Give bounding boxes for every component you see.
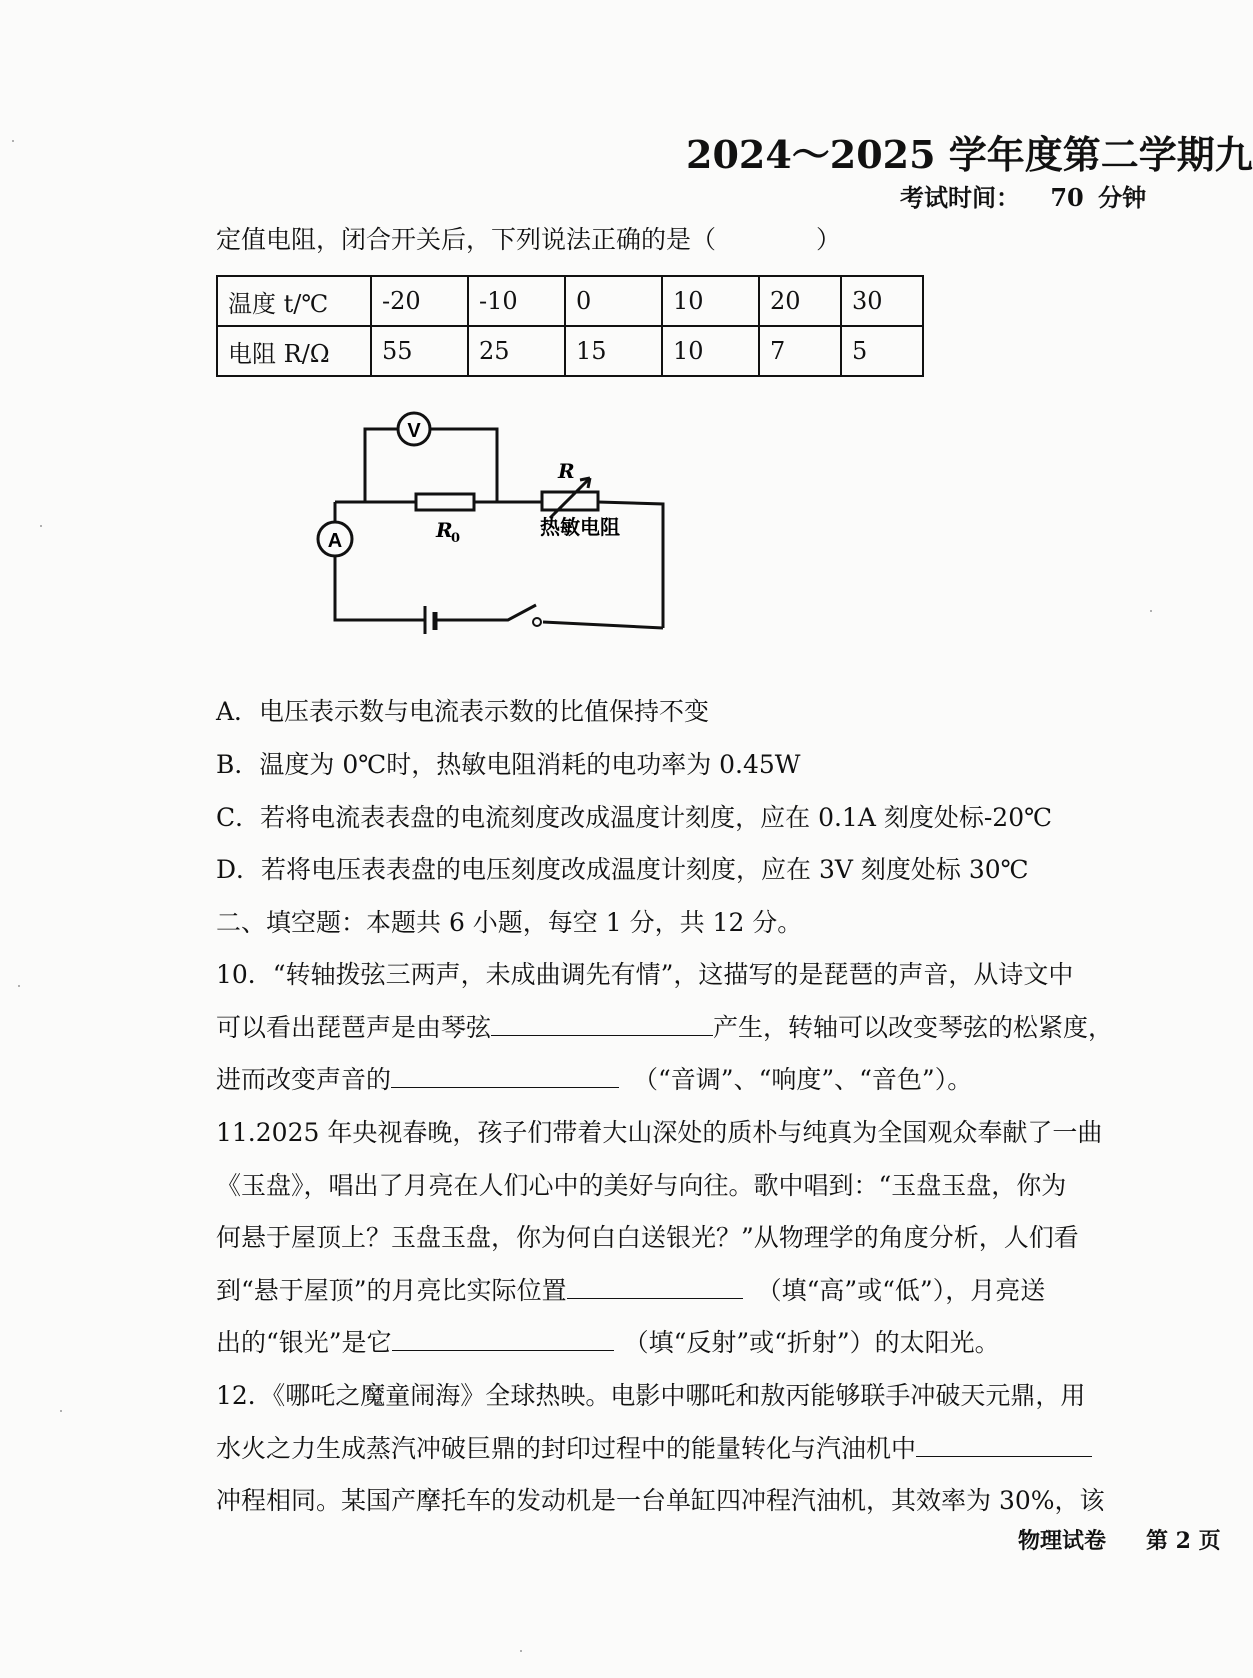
footer-subject: 物理试卷 <box>1018 1528 1107 1554</box>
table-cell: 30 <box>841 276 923 326</box>
q12-line1: 12．《哪吒之魔童闹海》全球热映。电影中哪吒和敖丙能够联手冲破天元鼎，用 <box>216 1381 1086 1410</box>
r0-subscript: 0 <box>451 531 461 546</box>
table-cell: 7 <box>759 326 841 376</box>
circuit-wire <box>365 429 398 502</box>
scan-speck <box>60 1410 62 1412</box>
fixed-resistor-icon <box>416 494 474 546</box>
option-b: B．温度为 0℃时，热敏电阻消耗的电功率为 0.45W <box>216 750 801 779</box>
exam-time-unit: 分钟 <box>1098 183 1147 212</box>
exam-title: 2024～2025 学年度第二学期九 <box>686 132 1253 177</box>
q11-line3: 何悬于屋顶上？玉盘玉盘，你为何白白送银光？”从物理学的角度分析，人们看 <box>216 1223 1079 1252</box>
q11-line1: 11.2025 年央视春晚，孩子们带着大山深处的质朴与纯真为全国观众奉献了一曲 <box>216 1118 1103 1147</box>
exam-time-label: 考试时间： <box>900 183 1020 212</box>
table-row <box>217 276 923 326</box>
answer-blank[interactable] <box>391 1065 619 1088</box>
table-row <box>217 326 923 376</box>
table-cell: 25 <box>468 326 565 376</box>
section-heading: 二、填空题：本题共 6 小题，每空 1 分，共 12 分。 <box>216 908 803 937</box>
q11-line4 <box>216 1271 1045 1307</box>
circuit-wire <box>430 429 497 502</box>
circuit-wire <box>543 622 663 628</box>
q11-line5 <box>216 1323 1000 1359</box>
scan-speck <box>40 525 42 527</box>
q11-text: （填“高”或“低”），月亮送 <box>756 1276 1046 1305</box>
voltmeter-symbol: V <box>407 420 421 442</box>
q11-line2: 《玉盘》，唱出了月亮在人们心中的美好与向往。歌中唱到：“玉盘玉盘，你为 <box>216 1171 1067 1200</box>
table-cell: 5 <box>841 326 923 376</box>
footer-page: 第 2 页 <box>1146 1528 1221 1554</box>
q10-text: （“音调”、“响度”、“音色”）。 <box>633 1065 973 1094</box>
answer-blank[interactable] <box>392 1328 614 1351</box>
table-cell: 20 <box>759 276 841 326</box>
option-d: D．若将电压表表盘的电压刻度改成温度计刻度，应在 3V 刻度处标 30℃ <box>216 855 1029 884</box>
option-a: A．电压表示数与电流表示数的比值保持不变 <box>216 697 710 726</box>
table-cell: 15 <box>565 326 662 376</box>
table-cell: 55 <box>371 326 468 376</box>
table-cell: -20 <box>371 276 468 326</box>
switch-icon <box>533 618 541 626</box>
table-cell: 10 <box>662 276 759 326</box>
q11-text: 到“悬于屋顶”的月亮比实际位置 <box>216 1276 567 1305</box>
circuit-diagram <box>240 400 680 700</box>
q10-text: 可以看出琵琶声是由琴弦 <box>216 1013 492 1042</box>
exam-time-value: 70 <box>1050 183 1084 212</box>
battery-icon <box>425 606 435 634</box>
table-cell: 10 <box>662 326 759 376</box>
ammeter-symbol: A <box>327 530 343 552</box>
circuit-wire <box>335 557 424 620</box>
q11-text: （填“反射”或“折射”）的太阳光。 <box>623 1328 1000 1357</box>
q12-text: 水火之力生成蒸汽冲破巨鼎的封印过程中的能量转化与汽油机中 <box>216 1434 917 1463</box>
q9-stem: 定值电阻，闭合开关后，下列说法正确的是（ ） <box>216 225 842 254</box>
scan-speck <box>520 1650 522 1652</box>
table-cell: 电阻 R/Ω <box>217 326 371 376</box>
table-cell: 温度 t/℃ <box>217 276 371 326</box>
exam-time <box>900 178 1146 213</box>
temperature-resistance-table <box>216 275 924 377</box>
scan-speck <box>12 140 14 142</box>
circuit-wire <box>436 605 536 620</box>
thermistor-label: 热敏电阻 <box>540 515 620 539</box>
scan-speck <box>18 985 20 987</box>
ammeter-icon <box>318 522 352 556</box>
q10-text: 进而改变声音的 <box>216 1065 392 1094</box>
answer-blank[interactable] <box>916 1434 1092 1457</box>
scan-speck <box>1150 610 1152 612</box>
q12-line2 <box>216 1429 1092 1465</box>
answer-blank[interactable] <box>567 1276 743 1299</box>
voltmeter-icon <box>398 413 430 445</box>
option-c: C．若将电流表表盘的电流刻度改成温度计刻度，应在 0.1A 刻度处标-20℃ <box>216 803 1053 832</box>
q10-line1: 10．“转轴拨弦三两声，未成曲调先有情”，这描写的是琵琶的声音，从诗文中 <box>216 960 1074 989</box>
q10-text: 产生，转轴可以改变琴弦的松紧度， <box>713 1013 1114 1042</box>
table-cell: -10 <box>468 276 565 326</box>
r-label: R <box>558 459 575 483</box>
q10-line2 <box>216 1008 1113 1044</box>
r0-label: R <box>436 518 453 542</box>
table-cell: 0 <box>565 276 662 326</box>
q11-text: 出的“银光”是它 <box>216 1328 392 1357</box>
q10-line3 <box>216 1060 972 1096</box>
thermistor-icon <box>540 459 620 539</box>
answer-blank[interactable] <box>491 1013 713 1036</box>
q12-line3: 冲程相同。某国产摩托车的发动机是一台单缸四冲程汽油机，其效率为 30%，该 <box>216 1486 1105 1515</box>
